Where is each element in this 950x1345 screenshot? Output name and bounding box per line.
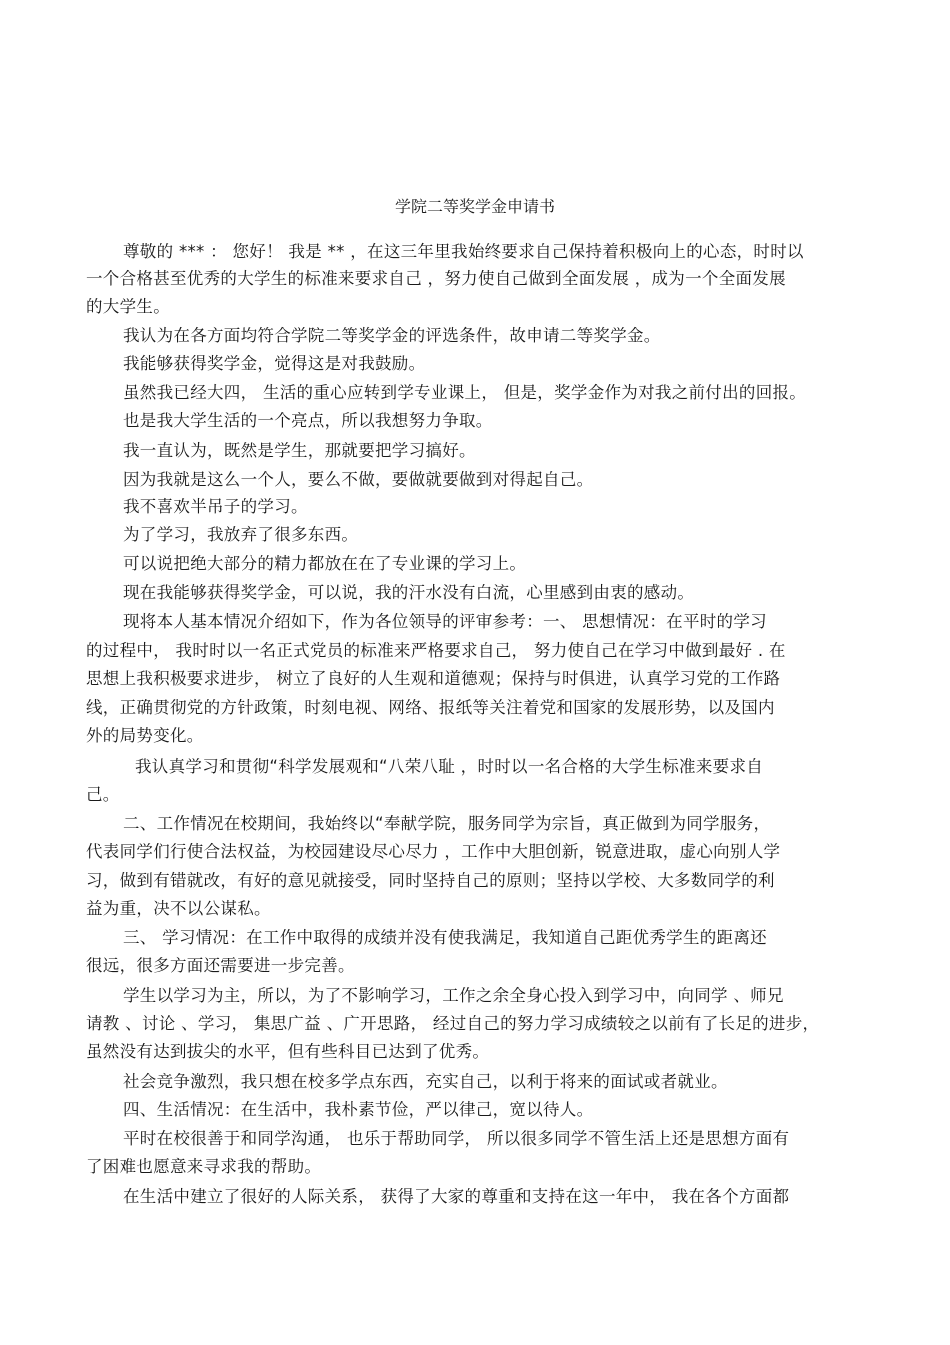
body-line: 为了学习，我放弃了很多东西。 <box>123 525 359 544</box>
body-line: 我不喜欢半吊子的学习。 <box>123 497 308 516</box>
body-line: 我能够获得奖学金，觉得这是对我鼓励。 <box>123 354 426 373</box>
body-line: 社会竞争激烈，我只想在校多学点东西，充实自己，以利于将来的面试或者就业。 <box>123 1072 728 1091</box>
body-line: 尊敬的 *** ： 您好！ 我是 ** ，在这三年里我始终要求自己保持着积极向上的心态，时时以 <box>123 242 804 261</box>
body-line: 在生活中建立了很好的人际关系， 获得了大家的尊重和支持在这一年中， 我在各个方面都 <box>123 1187 790 1206</box>
body-line: 外的局势变化。 <box>86 726 204 745</box>
body-line: 虽然没有达到拔尖的水平，但有些科目已达到了优秀。 <box>86 1042 490 1061</box>
body-line: 因为我就是这么一个人，要么不做，要做就要做到对得起自己。 <box>123 470 594 489</box>
body-line: 我认为在各方面均符合学院二等奖学金的评选条件，故申请二等奖学金。 <box>123 326 661 345</box>
body-line: 思想上我积极要求进步， 树立了良好的人生观和道德观；保持与时俱进，认真学习党的工作路 <box>86 669 781 688</box>
body-line: 的大学生。 <box>86 297 170 316</box>
body-line: 请教 、讨论 、学习， 集思广益 、广开思路， 经过自己的努力学习成绩较之以前有了长足的进步， <box>86 1014 820 1033</box>
body-line: 线，正确贯彻党的方针政策，时刻电视、网络、报纸等关注着党和国家的发展形势，以及国内 <box>86 698 775 717</box>
body-line: 可以说把绝大部分的精力都放在在了专业课的学习上。 <box>123 554 527 573</box>
document-title: 学院二等奖学金申请书 <box>394 197 555 216</box>
body-line: 我一直认为，既然是学生，那就要把学习搞好。 <box>123 441 476 460</box>
body-line: 四、生活情况：在生活中，我朴素节俭，严以律己，宽以待人。 <box>123 1100 594 1119</box>
body-line: 己。 <box>86 785 120 804</box>
body-line: 现将本人基本情况介绍如下，作为各位领导的评审参考：一、 思想情况：在平时的学习 <box>123 612 767 631</box>
body-line: 一个合格甚至优秀的大学生的标准来要求自己 ，努力使自己做到全面发展 ，成为一个全面发展 <box>86 269 786 288</box>
body-line: 三、 学习情况：在工作中取得的成绩并没有使我满足，我知道自己距优秀学生的距离还 <box>123 928 767 947</box>
body-line: 平时在校很善于和同学沟通， 也乐于帮助同学， 所以很多同学不管生活上还是思想方面有 <box>123 1129 790 1148</box>
body-line: 学生以学习为主，所以，为了不影响学习，工作之余全身心投入到学习中，向同学 、师兄 <box>123 986 784 1005</box>
body-line: 代表同学们行使合法权益，为校园建设尽心尽力 ，工作中大胆创新，锐意进取，虚心向别人学 <box>86 842 781 861</box>
body-line: 很远，很多方面还需要进一步完善。 <box>86 956 355 975</box>
body-line: 也是我大学生活的一个亮点，所以我想努力争取。 <box>123 411 493 430</box>
body-line: 了困难也愿意来寻求我的帮助。 <box>86 1157 322 1176</box>
body-line: 益为重，决不以公谋私。 <box>86 899 271 918</box>
body-line: 二、工作情况在校期间，我始终以“奉献学院，服务同学为宗旨，真正做到为同学服务， <box>123 814 771 833</box>
body-line: 现在我能够获得奖学金，可以说，我的汗水没有白流，心里感到由衷的感动。 <box>123 583 695 602</box>
body-line: 的过程中， 我时时以一名正式党员的标准来严格要求自己， 努力使自己在学习中做到最好 . 在 <box>86 641 786 660</box>
body-line: 习，做到有错就改，有好的意见就接受，同时坚持自己的原则；坚持以学校、大多数同学的利 <box>86 871 775 890</box>
body-line: 我认真学习和贯彻“科学发展观和“八荣八耻 ，时时以一名合格的大学生标准来要求自 <box>135 757 764 776</box>
body-line: 虽然我已经大四， 生活的重心应转到学专业课上， 但是，奖学金作为对我之前付出的回报。 <box>123 383 807 402</box>
